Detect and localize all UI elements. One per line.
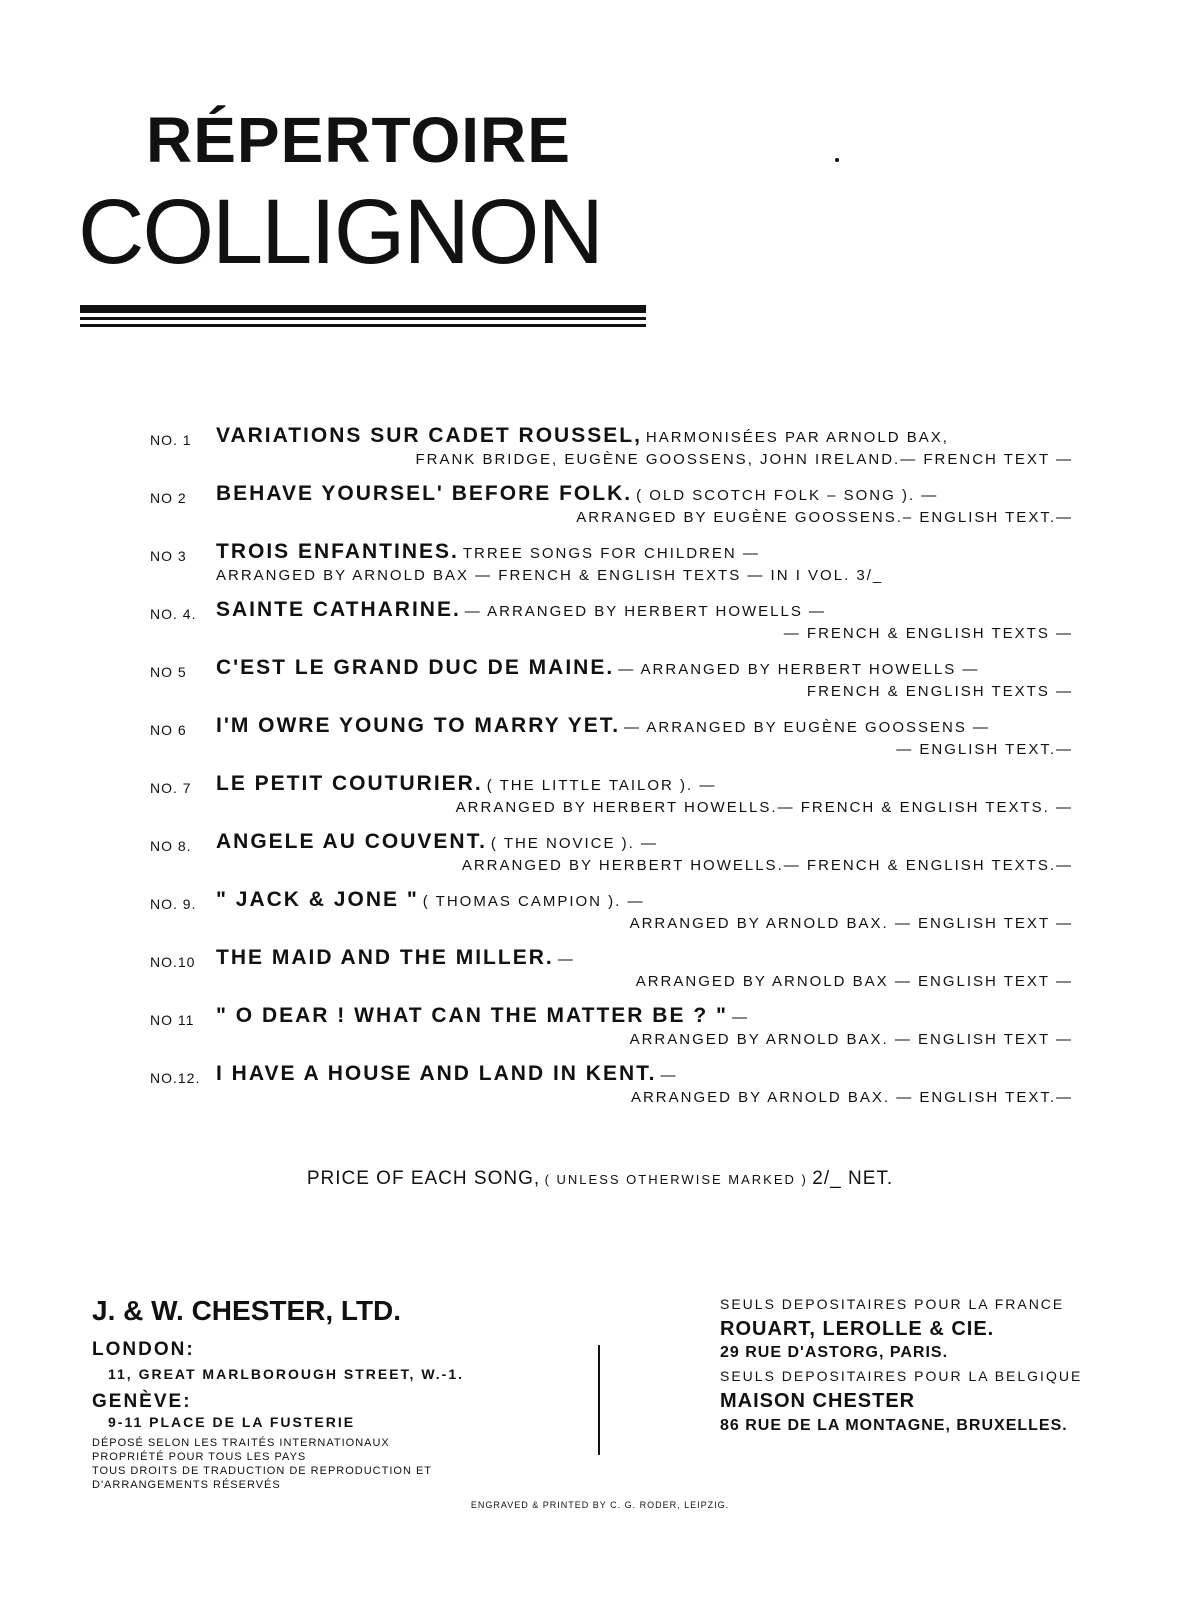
song-description: ( OLD SCOTCH FOLK – SONG ). — bbox=[636, 487, 939, 504]
song-title: SAINTE CATHARINE. bbox=[216, 598, 461, 621]
france-agent-address: 29 RUE D'ASTORG, PARIS. bbox=[720, 1344, 949, 1361]
song-number: NO 2 bbox=[150, 490, 187, 506]
price-note: ( UNLESS OTHERWISE MARKED ) bbox=[544, 1172, 808, 1187]
song-description: ( THE NOVICE ). — bbox=[490, 835, 658, 852]
geneve-address: 9-11 PLACE DE LA FUSTERIE bbox=[108, 1414, 356, 1430]
song-description: — ARRANGED BY HERBERT HOWELLS — bbox=[618, 661, 980, 678]
song-title: " O DEAR ! WHAT CAN THE MATTER BE ? " bbox=[216, 1004, 728, 1027]
song-description: TRREE SONGS FOR CHILDREN — bbox=[462, 545, 760, 562]
song-title: C'EST LE GRAND DUC DE MAINE. bbox=[216, 656, 615, 679]
song-entry-7 bbox=[0, 766, 1200, 824]
song-description: — bbox=[660, 1067, 678, 1084]
belgique-agent-address: 86 RUE DE LA MONTAGNE, BRUXELLES. bbox=[720, 1417, 1068, 1434]
legal-line: PROPRIÉTÉ POUR TOUS LES PAYS bbox=[92, 1451, 307, 1463]
title-rule-thick bbox=[80, 305, 646, 313]
publisher-name: J. & W. CHESTER, LTD. bbox=[92, 1295, 402, 1326]
price-lead: PRICE OF EACH SONG, bbox=[306, 1168, 541, 1189]
song-credits: ARRANGED BY ARNOLD BAX — ENGLISH TEXT — bbox=[635, 973, 1073, 990]
song-entry-11 bbox=[0, 998, 1200, 1056]
song-number: NO.12. bbox=[150, 1070, 201, 1086]
song-credits: ARRANGED BY ARNOLD BAX — FRENCH & ENGLISH TEXTS — IN I VOL. 3/_ bbox=[216, 567, 884, 584]
song-description: — ARRANGED BY EUGÈNE GOOSSENS — bbox=[624, 719, 991, 736]
song-title: VARIATIONS SUR CADET ROUSSEL, bbox=[216, 424, 642, 447]
title-repertoire: RÉPERTOIRE bbox=[146, 104, 571, 176]
song-entry-2 bbox=[0, 476, 1200, 534]
france-agent-name: ROUART, LEROLLE & CIE. bbox=[720, 1318, 995, 1340]
song-number: NO 6 bbox=[150, 722, 187, 738]
song-title: BEHAVE YOURSEL' BEFORE FOLK. bbox=[216, 482, 633, 505]
song-entry-10 bbox=[0, 940, 1200, 998]
song-credits: ARRANGED BY ARNOLD BAX. — ENGLISH TEXT — bbox=[629, 1031, 1073, 1048]
legal-line: DÉPOSÉ SELON LES TRAITÉS INTERNATIONAUX bbox=[92, 1437, 390, 1449]
song-description: ( THOMAS CAMPION ). — bbox=[422, 893, 645, 910]
song-credits: — ENGLISH TEXT.— bbox=[896, 741, 1073, 758]
song-entry-12 bbox=[0, 1056, 1200, 1114]
belgique-agent-name: MAISON CHESTER bbox=[720, 1390, 916, 1412]
legal-line: TOUS DROITS DE TRADUCTION DE REPRODUCTION ET bbox=[92, 1465, 433, 1477]
geneve-label: GENÈVE: bbox=[92, 1391, 192, 1412]
song-credits: FRANK BRIDGE, EUGÈNE GOOSSENS, JOHN IRELAND.— FRENCH TEXT — bbox=[415, 451, 1073, 468]
legal-notice bbox=[92, 1436, 432, 1492]
song-number: NO.10 bbox=[150, 954, 196, 970]
song-credits: ARRANGED BY EUGÈNE GOOSSENS.– ENGLISH TEXT.— bbox=[576, 509, 1073, 526]
song-number: NO 11 bbox=[150, 1012, 195, 1028]
france-agent-label: SEULS DEPOSITAIRES POUR LA FRANCE bbox=[720, 1296, 1065, 1312]
ink-dot bbox=[835, 158, 839, 162]
song-credits: ARRANGED BY HERBERT HOWELLS.— FRENCH & ENGLISH TEXTS.— bbox=[461, 857, 1073, 874]
song-number: NO. 9. bbox=[150, 896, 197, 912]
song-credits: ARRANGED BY HERBERT HOWELLS.— FRENCH & ENGLISH TEXTS. — bbox=[455, 799, 1073, 816]
song-credits: FRENCH & ENGLISH TEXTS — bbox=[806, 683, 1073, 700]
song-entry-6 bbox=[0, 708, 1200, 766]
belgique-agent-label: SEULS DEPOSITAIRES POUR LA BELGIQUE bbox=[720, 1368, 1083, 1384]
song-title: I HAVE A HOUSE AND LAND IN KENT. bbox=[216, 1062, 657, 1085]
song-description: ( THE LITTLE TAILOR ). — bbox=[486, 777, 717, 794]
song-number: NO 5 bbox=[150, 664, 187, 680]
london-address: 11, GREAT MARLBOROUGH STREET, W.-1. bbox=[108, 1366, 464, 1382]
song-description: — bbox=[557, 951, 575, 968]
song-description: — bbox=[731, 1009, 749, 1026]
song-entry-5 bbox=[0, 650, 1200, 708]
song-number: NO. 4. bbox=[150, 606, 197, 622]
london-label: LONDON: bbox=[92, 1339, 195, 1360]
song-title: ANGELE AU COUVENT. bbox=[216, 830, 487, 853]
song-entry-4 bbox=[0, 592, 1200, 650]
song-title: TROIS ENFANTINES. bbox=[216, 540, 459, 563]
song-number: NO. 1 bbox=[150, 432, 192, 448]
song-credits: ARRANGED BY ARNOLD BAX. — ENGLISH TEXT — bbox=[629, 915, 1073, 932]
song-title: I'M OWRE YOUNG TO MARRY YET. bbox=[216, 714, 621, 737]
title-rule-thin-2 bbox=[80, 324, 646, 327]
vertical-divider bbox=[598, 1345, 600, 1455]
song-description: — ARRANGED BY HERBERT HOWELLS — bbox=[464, 603, 827, 620]
song-credits: ARRANGED BY ARNOLD BAX. — ENGLISH TEXT.— bbox=[630, 1089, 1073, 1106]
song-number: NO 8. bbox=[150, 838, 192, 854]
song-number: NO 3 bbox=[150, 548, 187, 564]
song-title: LE PETIT COUTURIER. bbox=[216, 772, 483, 795]
song-description: HARMONISÉES PAR ARNOLD BAX, bbox=[645, 429, 949, 446]
song-entry-3 bbox=[0, 534, 1200, 592]
price-amount: 2/_ NET. bbox=[812, 1168, 894, 1189]
song-list bbox=[0, 418, 1200, 1114]
price-line bbox=[0, 1168, 1200, 1190]
title-rule-thin-1 bbox=[80, 317, 646, 320]
legal-line: D'ARRANGEMENTS RÉSERVÉS bbox=[92, 1479, 281, 1491]
song-entry-1 bbox=[0, 418, 1200, 476]
song-credits: — FRENCH & ENGLISH TEXTS — bbox=[783, 625, 1073, 642]
song-title: THE MAID AND THE MILLER. bbox=[216, 946, 554, 969]
title-collignon: COLLIGNON bbox=[78, 181, 602, 283]
song-entry-8 bbox=[0, 824, 1200, 882]
song-number: NO. 7 bbox=[150, 780, 192, 796]
song-entry-9 bbox=[0, 882, 1200, 940]
song-title: " JACK & JONE " bbox=[216, 888, 419, 911]
printer-imprint: ENGRAVED & PRINTED BY C. G. RODER, LEIPZIG. bbox=[470, 1500, 730, 1510]
